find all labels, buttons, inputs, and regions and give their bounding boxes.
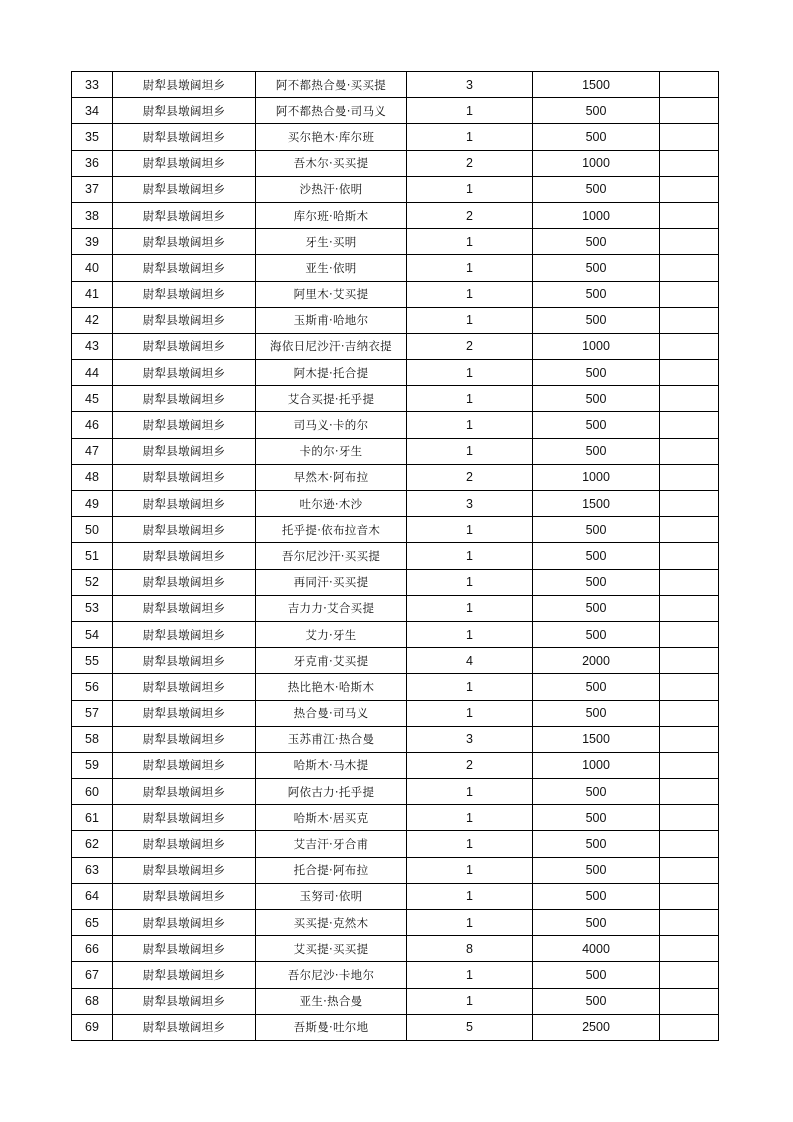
cell-quantity: 1 (407, 569, 533, 595)
table-row (72, 386, 719, 412)
cell-amount: 1000 (533, 752, 660, 778)
cell-remark (660, 648, 719, 674)
cell-name: 买尔艳木·库尔班 (256, 124, 407, 150)
cell-remark (660, 700, 719, 726)
cell-remark (660, 752, 719, 778)
cell-remark (660, 229, 719, 255)
table-row (72, 1014, 719, 1040)
cell-amount: 500 (533, 229, 660, 255)
cell-remark (660, 202, 719, 228)
cell-number: 50 (72, 517, 113, 543)
cell-remark (660, 779, 719, 805)
cell-name: 亚生·热合曼 (256, 988, 407, 1014)
cell-number: 41 (72, 281, 113, 307)
table-row (72, 779, 719, 805)
table-row (72, 700, 719, 726)
cell-township: 尉犁县墩阔坦乡 (113, 98, 256, 124)
cell-number: 67 (72, 962, 113, 988)
cell-number: 63 (72, 857, 113, 883)
cell-remark (660, 936, 719, 962)
table-row (72, 936, 719, 962)
cell-township: 尉犁县墩阔坦乡 (113, 674, 256, 700)
cell-remark (660, 831, 719, 857)
cell-quantity: 1 (407, 307, 533, 333)
cell-remark (660, 333, 719, 359)
cell-quantity: 1 (407, 883, 533, 909)
cell-remark (660, 438, 719, 464)
table-row (72, 543, 719, 569)
cell-name: 艾吉汗·牙合甫 (256, 831, 407, 857)
table-row (72, 988, 719, 1014)
cell-township: 尉犁县墩阔坦乡 (113, 438, 256, 464)
cell-number: 57 (72, 700, 113, 726)
cell-number: 36 (72, 150, 113, 176)
cell-remark (660, 491, 719, 517)
cell-number: 40 (72, 255, 113, 281)
cell-quantity: 1 (407, 988, 533, 1014)
cell-township: 尉犁县墩阔坦乡 (113, 386, 256, 412)
cell-name: 买买提·克然木 (256, 910, 407, 936)
table-row (72, 805, 719, 831)
cell-number: 62 (72, 831, 113, 857)
cell-quantity: 1 (407, 674, 533, 700)
cell-remark (660, 988, 719, 1014)
table-row (72, 910, 719, 936)
cell-name: 玉斯甫·哈地尔 (256, 307, 407, 333)
table-row (72, 517, 719, 543)
cell-name: 热合曼·司马义 (256, 700, 407, 726)
cell-amount: 500 (533, 255, 660, 281)
table-row (72, 150, 719, 176)
cell-number: 51 (72, 543, 113, 569)
cell-amount: 1000 (533, 150, 660, 176)
cell-name: 吾斯曼·吐尔地 (256, 1014, 407, 1040)
cell-amount: 500 (533, 700, 660, 726)
table-row (72, 255, 719, 281)
cell-township: 尉犁县墩阔坦乡 (113, 700, 256, 726)
cell-quantity: 1 (407, 360, 533, 386)
cell-quantity: 2 (407, 464, 533, 490)
cell-number: 52 (72, 569, 113, 595)
table-row (72, 491, 719, 517)
cell-name: 吾尔尼沙·卡地尔 (256, 962, 407, 988)
cell-amount: 500 (533, 360, 660, 386)
cell-remark (660, 805, 719, 831)
table-row (72, 595, 719, 621)
cell-name: 阿里木·艾买提 (256, 281, 407, 307)
table-row (72, 307, 719, 333)
table-row (72, 72, 719, 98)
cell-quantity: 2 (407, 202, 533, 228)
table-row (72, 229, 719, 255)
cell-number: 64 (72, 883, 113, 909)
cell-township: 尉犁县墩阔坦乡 (113, 883, 256, 909)
cell-township: 尉犁县墩阔坦乡 (113, 1014, 256, 1040)
cell-amount: 500 (533, 674, 660, 700)
cell-name: 吾尔尼沙汗·买买提 (256, 543, 407, 569)
cell-township: 尉犁县墩阔坦乡 (113, 805, 256, 831)
cell-township: 尉犁县墩阔坦乡 (113, 910, 256, 936)
cell-township: 尉犁县墩阔坦乡 (113, 543, 256, 569)
cell-name: 库尔班·哈斯木 (256, 202, 407, 228)
cell-quantity: 3 (407, 72, 533, 98)
cell-number: 47 (72, 438, 113, 464)
cell-township: 尉犁县墩阔坦乡 (113, 621, 256, 647)
cell-name: 托乎提·依布拉音木 (256, 517, 407, 543)
cell-number: 66 (72, 936, 113, 962)
table-row (72, 438, 719, 464)
cell-township: 尉犁县墩阔坦乡 (113, 307, 256, 333)
table-body (72, 72, 719, 1041)
cell-amount: 500 (533, 543, 660, 569)
cell-township: 尉犁县墩阔坦乡 (113, 176, 256, 202)
cell-township: 尉犁县墩阔坦乡 (113, 229, 256, 255)
cell-township: 尉犁县墩阔坦乡 (113, 412, 256, 438)
cell-remark (660, 1014, 719, 1040)
cell-amount: 500 (533, 438, 660, 464)
cell-quantity: 1 (407, 700, 533, 726)
cell-name: 早然木·阿布拉 (256, 464, 407, 490)
cell-name: 阿木提·托合提 (256, 360, 407, 386)
cell-remark (660, 98, 719, 124)
cell-name: 哈斯木·居买克 (256, 805, 407, 831)
cell-number: 59 (72, 752, 113, 778)
cell-amount: 500 (533, 176, 660, 202)
cell-name: 卡的尔·牙生 (256, 438, 407, 464)
cell-quantity: 3 (407, 491, 533, 517)
cell-quantity: 1 (407, 438, 533, 464)
cell-township: 尉犁县墩阔坦乡 (113, 857, 256, 883)
table-row (72, 857, 719, 883)
cell-township: 尉犁县墩阔坦乡 (113, 464, 256, 490)
cell-amount: 500 (533, 307, 660, 333)
cell-remark (660, 621, 719, 647)
table-row (72, 333, 719, 359)
cell-amount: 1500 (533, 491, 660, 517)
cell-amount: 500 (533, 779, 660, 805)
cell-number: 54 (72, 621, 113, 647)
cell-name: 艾力·牙生 (256, 621, 407, 647)
table-row (72, 124, 719, 150)
table-row (72, 831, 719, 857)
cell-name: 吐尔逊·木沙 (256, 491, 407, 517)
cell-township: 尉犁县墩阔坦乡 (113, 517, 256, 543)
cell-amount: 500 (533, 517, 660, 543)
cell-amount: 500 (533, 988, 660, 1014)
cell-remark (660, 150, 719, 176)
cell-township: 尉犁县墩阔坦乡 (113, 281, 256, 307)
cell-quantity: 1 (407, 857, 533, 883)
cell-name: 牙克甫·艾买提 (256, 648, 407, 674)
cell-amount: 2500 (533, 1014, 660, 1040)
cell-number: 44 (72, 360, 113, 386)
cell-number: 58 (72, 726, 113, 752)
cell-quantity: 4 (407, 648, 533, 674)
cell-township: 尉犁县墩阔坦乡 (113, 936, 256, 962)
cell-number: 37 (72, 176, 113, 202)
cell-quantity: 1 (407, 281, 533, 307)
cell-amount: 500 (533, 98, 660, 124)
cell-quantity: 1 (407, 910, 533, 936)
cell-name: 沙热汗·依明 (256, 176, 407, 202)
cell-quantity: 1 (407, 412, 533, 438)
cell-quantity: 1 (407, 517, 533, 543)
cell-township: 尉犁县墩阔坦乡 (113, 595, 256, 621)
cell-amount: 1000 (533, 333, 660, 359)
cell-number: 45 (72, 386, 113, 412)
cell-amount: 500 (533, 595, 660, 621)
cell-name: 司马义·卡的尔 (256, 412, 407, 438)
cell-quantity: 1 (407, 805, 533, 831)
cell-township: 尉犁县墩阔坦乡 (113, 752, 256, 778)
table-row (72, 621, 719, 647)
cell-amount: 500 (533, 857, 660, 883)
cell-township: 尉犁县墩阔坦乡 (113, 569, 256, 595)
cell-amount: 500 (533, 412, 660, 438)
cell-amount: 1500 (533, 72, 660, 98)
table-row (72, 648, 719, 674)
cell-number: 65 (72, 910, 113, 936)
cell-township: 尉犁县墩阔坦乡 (113, 962, 256, 988)
cell-name: 热比艳木·哈斯木 (256, 674, 407, 700)
cell-quantity: 1 (407, 176, 533, 202)
cell-quantity: 2 (407, 752, 533, 778)
cell-amount: 500 (533, 386, 660, 412)
cell-number: 43 (72, 333, 113, 359)
cell-township: 尉犁县墩阔坦乡 (113, 124, 256, 150)
cell-number: 68 (72, 988, 113, 1014)
table-row (72, 674, 719, 700)
cell-quantity: 1 (407, 962, 533, 988)
cell-number: 34 (72, 98, 113, 124)
cell-number: 33 (72, 72, 113, 98)
cell-amount: 1000 (533, 464, 660, 490)
cell-number: 69 (72, 1014, 113, 1040)
cell-quantity: 2 (407, 333, 533, 359)
cell-remark (660, 569, 719, 595)
cell-amount: 4000 (533, 936, 660, 962)
cell-amount: 500 (533, 831, 660, 857)
table-row (72, 726, 719, 752)
cell-amount: 1500 (533, 726, 660, 752)
cell-remark (660, 543, 719, 569)
cell-name: 哈斯木·马木提 (256, 752, 407, 778)
document-page (71, 71, 718, 1041)
cell-number: 35 (72, 124, 113, 150)
cell-number: 42 (72, 307, 113, 333)
table-row (72, 360, 719, 386)
cell-quantity: 2 (407, 150, 533, 176)
cell-township: 尉犁县墩阔坦乡 (113, 360, 256, 386)
cell-amount: 500 (533, 621, 660, 647)
cell-name: 艾买提·买买提 (256, 936, 407, 962)
table-row (72, 98, 719, 124)
table-row (72, 412, 719, 438)
cell-quantity: 1 (407, 229, 533, 255)
cell-remark (660, 883, 719, 909)
table-row (72, 281, 719, 307)
table-row (72, 464, 719, 490)
subsidy-table (71, 71, 719, 1041)
cell-township: 尉犁县墩阔坦乡 (113, 150, 256, 176)
cell-remark (660, 386, 719, 412)
cell-quantity: 1 (407, 98, 533, 124)
cell-remark (660, 464, 719, 490)
cell-remark (660, 910, 719, 936)
cell-name: 艾合买提·托乎提 (256, 386, 407, 412)
table-row (72, 569, 719, 595)
cell-remark (660, 595, 719, 621)
cell-name: 玉努司·依明 (256, 883, 407, 909)
cell-name: 海依日尼沙汗·吉纳衣提 (256, 333, 407, 359)
cell-number: 48 (72, 464, 113, 490)
cell-remark (660, 360, 719, 386)
cell-remark (660, 517, 719, 543)
cell-number: 46 (72, 412, 113, 438)
cell-quantity: 8 (407, 936, 533, 962)
cell-remark (660, 412, 719, 438)
cell-remark (660, 72, 719, 98)
cell-amount: 500 (533, 124, 660, 150)
cell-number: 49 (72, 491, 113, 517)
cell-amount: 500 (533, 910, 660, 936)
cell-amount: 500 (533, 569, 660, 595)
cell-name: 阿不都热合曼·买买提 (256, 72, 407, 98)
cell-name: 阿依古力·托乎提 (256, 779, 407, 805)
cell-amount: 1000 (533, 202, 660, 228)
cell-quantity: 1 (407, 831, 533, 857)
cell-name: 牙生·买明 (256, 229, 407, 255)
cell-quantity: 1 (407, 595, 533, 621)
cell-name: 阿不都热合曼·司马义 (256, 98, 407, 124)
cell-number: 61 (72, 805, 113, 831)
cell-remark (660, 176, 719, 202)
table-row (72, 202, 719, 228)
cell-township: 尉犁县墩阔坦乡 (113, 779, 256, 805)
cell-township: 尉犁县墩阔坦乡 (113, 726, 256, 752)
cell-number: 53 (72, 595, 113, 621)
cell-name: 玉苏甫江·热合曼 (256, 726, 407, 752)
cell-remark (660, 726, 719, 752)
cell-quantity: 1 (407, 255, 533, 281)
cell-remark (660, 307, 719, 333)
cell-quantity: 1 (407, 779, 533, 805)
cell-township: 尉犁县墩阔坦乡 (113, 255, 256, 281)
table-row (72, 883, 719, 909)
table-row (72, 962, 719, 988)
cell-amount: 2000 (533, 648, 660, 674)
cell-township: 尉犁县墩阔坦乡 (113, 333, 256, 359)
cell-name: 吉力力·艾合买提 (256, 595, 407, 621)
cell-remark (660, 255, 719, 281)
cell-remark (660, 674, 719, 700)
cell-township: 尉犁县墩阔坦乡 (113, 988, 256, 1014)
cell-number: 56 (72, 674, 113, 700)
cell-name: 再同汗·买买提 (256, 569, 407, 595)
cell-township: 尉犁县墩阔坦乡 (113, 491, 256, 517)
cell-remark (660, 124, 719, 150)
cell-number: 55 (72, 648, 113, 674)
cell-quantity: 3 (407, 726, 533, 752)
cell-quantity: 1 (407, 386, 533, 412)
cell-remark (660, 281, 719, 307)
cell-amount: 500 (533, 883, 660, 909)
cell-remark (660, 962, 719, 988)
cell-number: 60 (72, 779, 113, 805)
cell-number: 39 (72, 229, 113, 255)
cell-remark (660, 857, 719, 883)
cell-amount: 500 (533, 281, 660, 307)
cell-township: 尉犁县墩阔坦乡 (113, 831, 256, 857)
cell-township: 尉犁县墩阔坦乡 (113, 202, 256, 228)
cell-name: 吾木尔·买买提 (256, 150, 407, 176)
cell-quantity: 1 (407, 621, 533, 647)
cell-number: 38 (72, 202, 113, 228)
cell-amount: 500 (533, 805, 660, 831)
table-row (72, 176, 719, 202)
cell-quantity: 1 (407, 543, 533, 569)
cell-name: 托合提·阿布拉 (256, 857, 407, 883)
cell-quantity: 5 (407, 1014, 533, 1040)
cell-township: 尉犁县墩阔坦乡 (113, 72, 256, 98)
cell-name: 亚生·依明 (256, 255, 407, 281)
table-row (72, 752, 719, 778)
cell-amount: 500 (533, 962, 660, 988)
cell-township: 尉犁县墩阔坦乡 (113, 648, 256, 674)
cell-quantity: 1 (407, 124, 533, 150)
